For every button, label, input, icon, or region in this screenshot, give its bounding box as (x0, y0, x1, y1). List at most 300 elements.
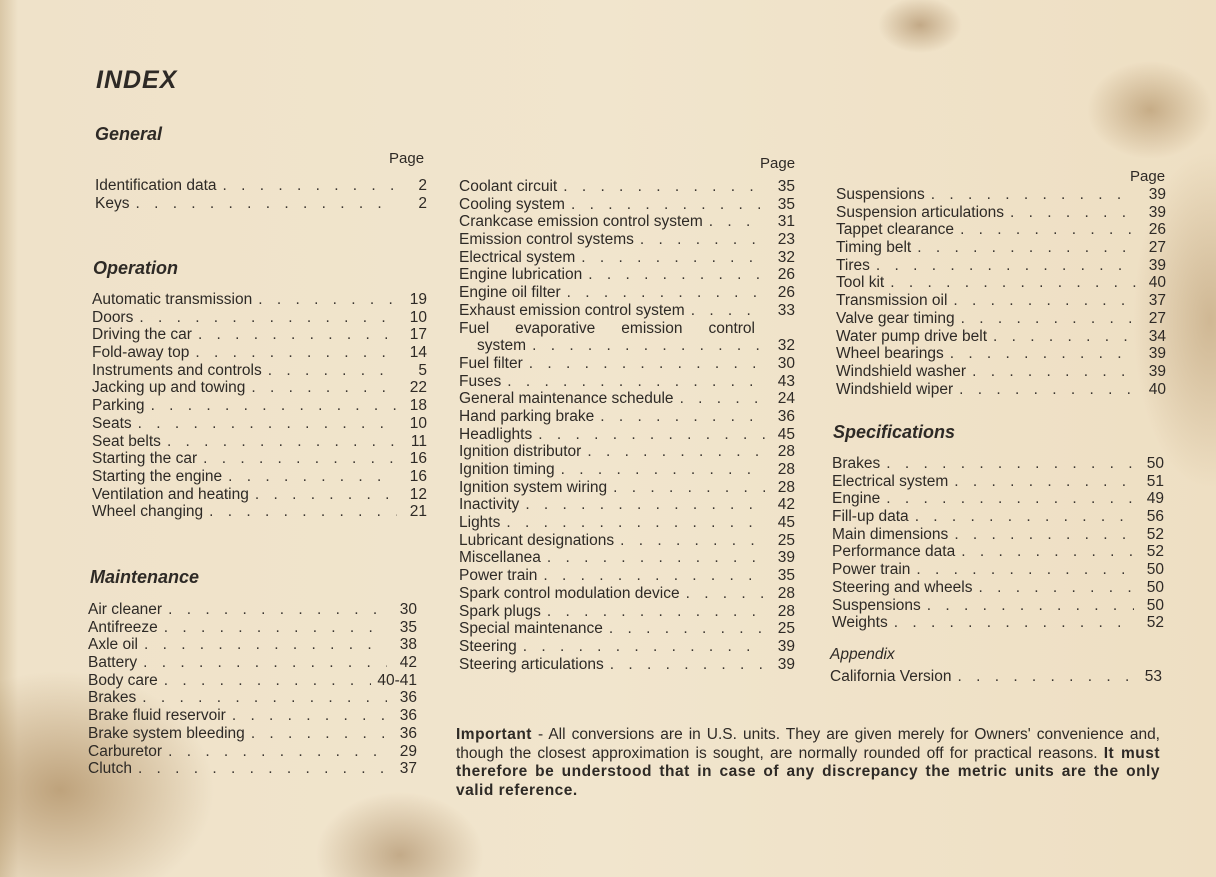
index-entry-label: Steering articulations (459, 655, 604, 673)
leader-dots (198, 326, 397, 344)
index-entry-page: 32 (777, 337, 795, 355)
index-entry-page: 36 (399, 707, 417, 725)
leader-dots (139, 309, 397, 327)
index-entry (92, 433, 427, 451)
index-entry-label: Tires (836, 256, 870, 274)
index-entry (832, 526, 1164, 544)
page-column-header-left: Page (389, 150, 425, 167)
index-entry (459, 638, 795, 656)
index-entry-page: 39 (1148, 362, 1166, 380)
index-entry-page: 18 (409, 397, 427, 415)
leader-dots (691, 302, 765, 320)
leader-dots (600, 408, 765, 426)
leader-dots (894, 614, 1134, 632)
index-entry-label: Brake fluid reservoir (88, 707, 226, 725)
index-entry-label: Exhaust emission control system (459, 301, 685, 319)
section-specifications-heading: Specifications (833, 422, 956, 442)
index-entry-label: Battery (88, 654, 138, 672)
leader-dots (142, 689, 387, 707)
index-entry (459, 213, 795, 231)
leader-dots (1010, 204, 1136, 222)
index-entry-label: Inactivity (459, 496, 520, 514)
index-entry-page: 12 (409, 485, 427, 503)
index-entry-label: Engine lubrication (459, 266, 583, 284)
operation-list (92, 291, 427, 521)
index-entry-label: Fuses (459, 372, 502, 390)
index-entry (92, 486, 427, 504)
index-entry (832, 597, 1164, 615)
index-entry-page: 37 (1148, 292, 1166, 310)
index-entry-label: Performance data (832, 543, 956, 561)
index-entry-page: 39 (1148, 256, 1166, 274)
index-entry-page: 39 (777, 549, 795, 567)
index-entry-page: 35 (399, 618, 417, 636)
wrapped-word: emission (621, 319, 683, 337)
leader-dots (255, 486, 397, 504)
index-entry-page: 33 (777, 301, 795, 319)
index-entry (459, 355, 795, 373)
index-entry (832, 561, 1164, 579)
index-entry (836, 186, 1166, 204)
index-entry-label: Timing belt (836, 239, 912, 257)
leader-dots (571, 196, 765, 214)
index-entry-page: 5 (418, 361, 427, 379)
leader-dots (931, 186, 1136, 204)
leader-dots (523, 638, 765, 656)
index-entry-page: 10 (409, 414, 427, 432)
index-entry-label: Brakes (832, 455, 881, 472)
index-entry (459, 266, 795, 284)
index-entry-page: 26 (1148, 221, 1166, 239)
section-appendix-heading: Appendix (830, 646, 895, 663)
index-entry (92, 415, 427, 433)
leader-dots (954, 526, 1134, 544)
index-entry (459, 426, 795, 444)
leader-dots (138, 415, 397, 433)
index-entry-label: Ignition system wiring (459, 478, 608, 496)
leader-dots (138, 760, 387, 778)
index-entry-page: 56 (1146, 508, 1164, 526)
leader-dots (876, 257, 1136, 275)
index-entry-page: 19 (409, 291, 427, 308)
index-entry-label: Ventilation and heating (92, 485, 249, 503)
index-entry-page: 31 (777, 213, 795, 231)
index-entry (459, 443, 795, 461)
section-maintenance-heading: Maintenance (90, 567, 200, 587)
index-entry (92, 503, 427, 521)
leader-dots (561, 461, 765, 479)
index-entry-label: Emission control systems (459, 231, 634, 249)
index-entry-label: Jacking up and towing (92, 379, 246, 397)
index-entry-label: Doors (92, 308, 134, 326)
index-entry-label: Parking (92, 397, 145, 415)
index-entry-page: 28 (777, 478, 795, 496)
index-entry-page: 10 (409, 308, 427, 326)
index-entry-page: 39 (777, 655, 795, 673)
index-entry-page: 16 (409, 450, 427, 468)
index-entry (836, 381, 1166, 399)
leader-dots (954, 473, 1134, 491)
leader-dots (525, 496, 765, 514)
leader-dots (228, 468, 397, 486)
middle-list-b (459, 355, 795, 673)
index-entry-label: Carburetor (88, 742, 163, 760)
index-entry-label: Ignition distributor (459, 443, 582, 461)
index-entry-page: 37 (399, 760, 417, 778)
index-entry (459, 178, 795, 196)
index-entry-label: Clutch (88, 760, 132, 778)
index-entry (88, 725, 417, 743)
index-entry-label: Electrical system (832, 472, 949, 490)
index-entry (92, 379, 427, 397)
index-entry (459, 302, 795, 320)
leader-dots (507, 373, 765, 391)
index-entry-page: 2 (418, 177, 427, 194)
leader-dots (151, 397, 397, 415)
leader-dots (563, 178, 765, 196)
index-entry-label: Miscellanea (459, 549, 541, 567)
specifications-list (832, 455, 1164, 632)
index-entry-label: Suspension articulations (836, 203, 1005, 221)
leader-dots (587, 443, 765, 461)
index-entry (836, 292, 1166, 310)
leader-dots (915, 508, 1134, 526)
index-entry-label: Valve gear timing (836, 309, 955, 327)
index-entry (92, 344, 427, 362)
index-entry-label: Brakes (88, 689, 137, 707)
leader-dots (268, 362, 397, 380)
leader-dots (168, 743, 387, 761)
leader-dots (135, 195, 397, 213)
leader-dots (680, 390, 765, 408)
index-entry (459, 196, 795, 214)
index-entry-label: system (477, 337, 527, 355)
index-entry (832, 455, 1164, 473)
leader-dots (251, 379, 397, 397)
index-entry-page: 53 (1144, 668, 1162, 685)
index-entry-page: 28 (777, 584, 795, 602)
index-entry-page: 42 (399, 654, 417, 672)
index-entry-page: 14 (409, 344, 427, 362)
leader-dots (143, 654, 387, 672)
index-entry (459, 549, 795, 567)
index-entry-label: Special maintenance (459, 620, 603, 638)
index-entry-page: 39 (1148, 345, 1166, 363)
leader-dots (581, 249, 765, 267)
index-entry-label: Tappet clearance (836, 221, 955, 239)
index-entry-page: 30 (399, 601, 417, 618)
index-entry-page: 36 (399, 724, 417, 742)
index-entry-label: Water pump drive belt (836, 327, 988, 345)
leader-dots (972, 363, 1136, 381)
index-entry-page: 36 (777, 407, 795, 425)
index-entry-label: Starting the car (92, 450, 198, 468)
index-entry-page: 34 (1148, 327, 1166, 345)
leader-dots (610, 656, 765, 674)
middle-index-list (459, 178, 795, 673)
index-entry (88, 619, 417, 637)
index-entry (88, 654, 417, 672)
index-entry (836, 328, 1166, 346)
leader-dots (620, 532, 765, 550)
index-entry-page: 45 (777, 425, 795, 443)
index-entry-page: 39 (1148, 186, 1166, 203)
index-entry-page: 52 (1146, 543, 1164, 561)
section-operation-heading: Operation (93, 258, 179, 278)
right-list (836, 186, 1166, 398)
leader-dots (953, 292, 1136, 310)
index-entry-label: Air cleaner (88, 601, 163, 618)
leader-dots (961, 310, 1136, 328)
index-entry-label: Steering (459, 637, 517, 655)
index-entry-page: 40-41 (377, 671, 417, 689)
leader-dots (168, 601, 387, 619)
leader-dots (993, 328, 1136, 346)
index-entry-page: 32 (777, 248, 795, 266)
index-entry-page: 25 (777, 620, 795, 638)
leader-dots (209, 503, 397, 521)
index-entry-label: Weights (832, 614, 888, 632)
index-entry-page: 50 (1146, 561, 1164, 579)
leader-dots (686, 585, 765, 603)
index-entry (88, 743, 417, 761)
index-entry-page: 52 (1146, 614, 1164, 632)
index-entry-label: Seat belts (92, 432, 161, 450)
leader-dots (567, 284, 765, 302)
note-emphasis: It must therefore be understood that in case of any discrepancy the metric units are the only valid reference. (456, 744, 1160, 799)
index-entry (459, 620, 795, 638)
index-entry-page: 40 (1148, 380, 1166, 398)
index-entry (88, 707, 417, 725)
index-entry (832, 614, 1164, 632)
index-entry (459, 656, 795, 674)
index-entry (95, 195, 427, 213)
leader-dots (613, 479, 765, 497)
leader-dots (957, 668, 1132, 686)
maintenance-list (88, 601, 417, 778)
index-entry (88, 689, 417, 707)
leader-dots (258, 291, 397, 309)
leader-dots (547, 603, 765, 621)
index-entry-page: 28 (777, 602, 795, 620)
note-text: - All conversions are in U.S. units. They are given merely for Owners' convenience and, though the closest approximation is sought, are normally rounded off for practical reasons. (456, 726, 1160, 762)
leader-dots (167, 433, 397, 451)
index-entry (92, 397, 427, 415)
index-entry-page: 27 (1148, 309, 1166, 327)
index-entry-label: Hand parking brake (459, 407, 595, 425)
index-entry (459, 479, 795, 497)
index-entry-label: Power train (459, 567, 538, 585)
leader-dots (960, 221, 1136, 239)
index-entry-page: 35 (777, 178, 795, 195)
leader-dots (927, 597, 1134, 615)
wrapped-word: control (708, 319, 755, 337)
index-entry (836, 257, 1166, 275)
leader-dots (959, 381, 1136, 399)
leader-dots (164, 672, 372, 690)
index-entry-page: 26 (777, 284, 795, 302)
index-entry (836, 274, 1166, 292)
index-entry (88, 760, 417, 778)
section-general-heading: General (95, 124, 163, 144)
index-entry-page: 35 (777, 195, 795, 213)
index-entry-label: Wheel changing (92, 503, 204, 521)
index-entry-page: 29 (399, 742, 417, 760)
index-entry (95, 177, 427, 195)
index-entry (92, 450, 427, 468)
index-entry-page: 50 (1146, 455, 1164, 472)
index-entry-page: 38 (399, 636, 417, 654)
index-entry (836, 310, 1166, 328)
index-entry-label: Cooling system (459, 195, 565, 213)
index-entry-page: 17 (409, 326, 427, 344)
index-entry-page: 26 (777, 266, 795, 284)
leader-dots (164, 619, 387, 637)
index-entry (836, 221, 1166, 239)
index-entry (459, 373, 795, 391)
index-entry-label: Windshield wiper (836, 380, 954, 398)
index-entry-label: Suspensions (832, 596, 921, 614)
index-entry (459, 496, 795, 514)
index-entry-label: Transmission oil (836, 292, 948, 310)
index-entry-label: Windshield washer (836, 362, 967, 380)
index-entry-page: 22 (409, 379, 427, 397)
index-entry-page: 21 (409, 503, 427, 521)
note-lead: Important (456, 726, 532, 743)
index-entry (836, 345, 1166, 363)
index-entry-label: Spark control modulation device (459, 584, 680, 602)
leader-dots (609, 620, 765, 638)
index-entry-page: 25 (777, 531, 795, 549)
leader-dots (950, 345, 1136, 363)
index-entry (88, 601, 417, 619)
wrapped-entry-line2 (459, 337, 795, 355)
index-entry-label: California Version (830, 668, 952, 685)
index-entry-page: 50 (1146, 596, 1164, 614)
index-entry-label: Seats (92, 414, 132, 432)
index-entry-label: Brake system bleeding (88, 724, 245, 742)
index-entry (459, 284, 795, 302)
leader-dots (640, 231, 765, 249)
index-entry (92, 468, 427, 486)
index-entry-page: 43 (777, 372, 795, 390)
index-entry-label: Steering and wheels (832, 578, 973, 596)
leader-dots (916, 561, 1134, 579)
page-column-header-middle: Page (760, 155, 796, 172)
index-entry (832, 490, 1164, 508)
index-entry-label: Coolant circuit (459, 178, 558, 195)
index-entry (459, 585, 795, 603)
index-entry (836, 239, 1166, 257)
index-entry (88, 672, 417, 690)
index-entry-label: Engine oil filter (459, 284, 561, 302)
index-entry-page: 28 (777, 461, 795, 478)
leader-dots (547, 549, 765, 567)
index-entry (832, 508, 1164, 526)
leader-dots (203, 450, 397, 468)
index-entry-label: Body care (88, 671, 158, 689)
index-entry-label: Power train (832, 561, 911, 579)
index-entry-page: 28 (777, 443, 795, 461)
index-entry-label: Keys (95, 194, 130, 212)
middle-list-a (459, 178, 795, 320)
leader-dots (232, 707, 387, 725)
index-entry (459, 514, 795, 532)
index-entry (459, 408, 795, 426)
index-entry-label: Spark plugs (459, 602, 541, 620)
wrapped-word: Fuel (459, 319, 490, 337)
index-entry-page: 11 (410, 432, 427, 450)
index-entry-page: 36 (399, 689, 417, 707)
index-entry-page: 2 (418, 194, 427, 212)
leader-dots (538, 426, 765, 444)
index-entry-label: General maintenance schedule (459, 390, 674, 408)
index-entry-label: Main dimensions (832, 525, 949, 543)
index-entry-page: 39 (1148, 203, 1166, 221)
index-entry (459, 390, 795, 408)
leader-dots (543, 567, 765, 585)
index-entry-label: Headlights (459, 425, 533, 443)
index-entry-page: 30 (777, 354, 795, 372)
page-column-header-right: Page (1130, 168, 1166, 185)
leader-dots (890, 274, 1136, 292)
index-entry-label: Suspensions (836, 186, 925, 203)
wrapped-entry-line1 (459, 320, 795, 338)
index-entry-label: Lights (459, 514, 501, 532)
index-entry-label: Automatic transmission (92, 291, 253, 308)
index-entry (459, 231, 795, 249)
wrapped-word: evaporative (515, 319, 596, 337)
index-entry-label: Crankcase emission control system (459, 213, 703, 231)
index-entry (459, 603, 795, 621)
index-entry (832, 543, 1164, 561)
page-title: INDEX (96, 66, 178, 94)
general-list (95, 177, 427, 212)
index-entry (459, 249, 795, 267)
leader-dots (532, 337, 765, 355)
index-entry (88, 636, 417, 654)
index-entry-page: 27 (1148, 239, 1166, 257)
index-entry-label: Driving the car (92, 326, 192, 344)
index-entry-page: 24 (777, 390, 795, 408)
index-entry-label: Ignition timing (459, 461, 555, 478)
index-entry-page: 23 (777, 231, 795, 249)
leader-dots (709, 213, 765, 231)
index-entry-label: Wheel bearings (836, 345, 944, 363)
leader-dots (917, 239, 1136, 257)
index-entry-page: 39 (777, 637, 795, 655)
index-entry (836, 363, 1166, 381)
leader-dots (588, 266, 765, 284)
leader-dots (506, 514, 765, 532)
index-entry-page: 45 (777, 514, 795, 532)
index-entry (832, 579, 1164, 597)
index-entry (92, 309, 427, 327)
index-entry-label: Identification data (95, 177, 217, 194)
important-note (456, 726, 1160, 800)
index-entry-label: Engine (832, 490, 881, 508)
index-entry (830, 668, 1162, 686)
leader-dots (978, 579, 1134, 597)
index-entry (459, 567, 795, 585)
index-entry-page: 52 (1146, 525, 1164, 543)
index-entry-page: 16 (409, 467, 427, 485)
index-entry-page: 35 (777, 567, 795, 585)
index-entry-page: 40 (1148, 274, 1166, 292)
leader-dots (886, 455, 1134, 473)
index-entry-label: Antifreeze (88, 618, 158, 636)
leader-dots (529, 355, 765, 373)
